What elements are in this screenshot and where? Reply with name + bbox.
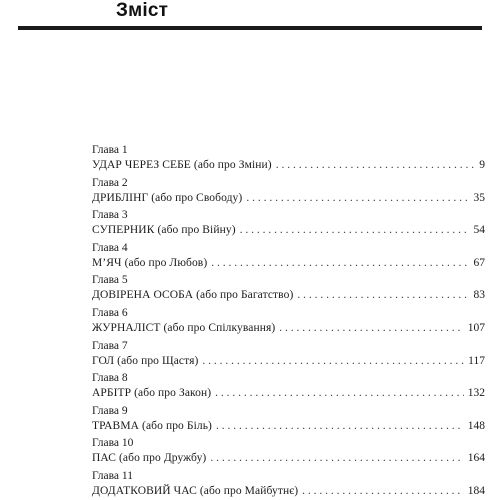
toc-entry-8: [92, 371, 485, 404]
chapter-title: АРБІТР (або про Закон): [92, 387, 212, 400]
toc-entry-11: [92, 469, 485, 500]
toc-entry-6: [92, 306, 485, 339]
toc-entry-10: [92, 436, 485, 469]
chapter-title: ПАС (або про Дружбу): [92, 452, 207, 465]
toc-line: [92, 483, 485, 499]
toc-line: [92, 418, 485, 434]
dot-leader: [210, 450, 463, 466]
dot-leader: [240, 222, 470, 238]
page-number: 148: [467, 419, 485, 432]
chapter-title: УДАР ЧЕРЕЗ СЕБЕ (або про Зміни): [92, 159, 272, 171]
page-number: 67: [473, 256, 485, 269]
toc-line: [92, 385, 485, 401]
chapter-number: Глава 3: [92, 209, 128, 222]
chapter-title: ГОЛ (або про Щастя): [92, 354, 199, 367]
chapter-number: Глава 7: [92, 339, 128, 352]
dot-leader: [279, 320, 463, 336]
toc-line: [92, 255, 485, 271]
dot-leader: [215, 385, 464, 401]
toc-line: [92, 353, 485, 369]
chapter-title: ДОВІРЕНА ОСОБА (або про Багатство): [92, 289, 294, 302]
dot-leader: [297, 287, 469, 303]
page-number: 54: [473, 224, 485, 237]
page-number: 9: [479, 159, 485, 171]
toc-line: [92, 157, 485, 173]
toc-entry-4: [92, 241, 485, 274]
dot-leader: [216, 418, 464, 434]
toc-entry-2: [92, 176, 485, 209]
chapter-number: Глава 9: [92, 404, 128, 417]
chapter-number: Глава 6: [92, 306, 128, 319]
chapter-number: Глава 2: [92, 176, 128, 189]
dot-leader: [302, 483, 464, 499]
toc-entry-1: [92, 143, 485, 176]
dot-leader: [246, 190, 469, 206]
chapter-title: М’ЯЧ (або про Любов): [92, 256, 208, 269]
table-of-contents: [92, 143, 485, 500]
toc-entry-5: [92, 273, 485, 306]
chapter-number: Глава 11: [92, 469, 133, 482]
toc-entry-7: [92, 339, 485, 372]
chapter-title: СУПЕРНИК (або про Війну): [92, 224, 236, 237]
page-number: 35: [473, 191, 485, 204]
toc-line: [92, 190, 485, 206]
page-number: 132: [467, 387, 485, 400]
page-title: Зміст: [116, 0, 169, 21]
dot-leader: [276, 157, 476, 173]
page-number: 83: [473, 289, 485, 302]
chapter-number: Глава 8: [92, 372, 128, 385]
dot-leader: [202, 353, 464, 369]
page-number: 164: [467, 452, 485, 465]
page-number: 184: [467, 484, 485, 497]
toc-line: [92, 450, 485, 466]
chapter-number: Глава 1: [92, 144, 128, 156]
toc-entry-3: [92, 208, 485, 241]
page-number: 117: [468, 354, 485, 367]
chapter-title: ЖУРНАЛІСТ (або про Спілкування): [92, 321, 276, 334]
chapter-number: Глава 4: [92, 241, 128, 254]
chapter-title: ДОДАТКОВИЙ ЧАС (або про Майбутнє): [92, 484, 299, 497]
title-divider: [18, 26, 482, 30]
chapter-number: Глава 5: [92, 274, 128, 287]
chapter-number: Глава 10: [92, 437, 134, 450]
toc-entry-9: [92, 404, 485, 437]
page-number: 107: [467, 321, 485, 334]
chapter-title: ТРАВМА (або про Біль): [92, 419, 212, 432]
toc-line: [92, 320, 485, 336]
toc-line: [92, 287, 485, 303]
chapter-title: ДРИБЛІНГ (або про Свободу): [92, 191, 243, 204]
dot-leader: [211, 255, 469, 271]
toc-line: [92, 222, 485, 238]
